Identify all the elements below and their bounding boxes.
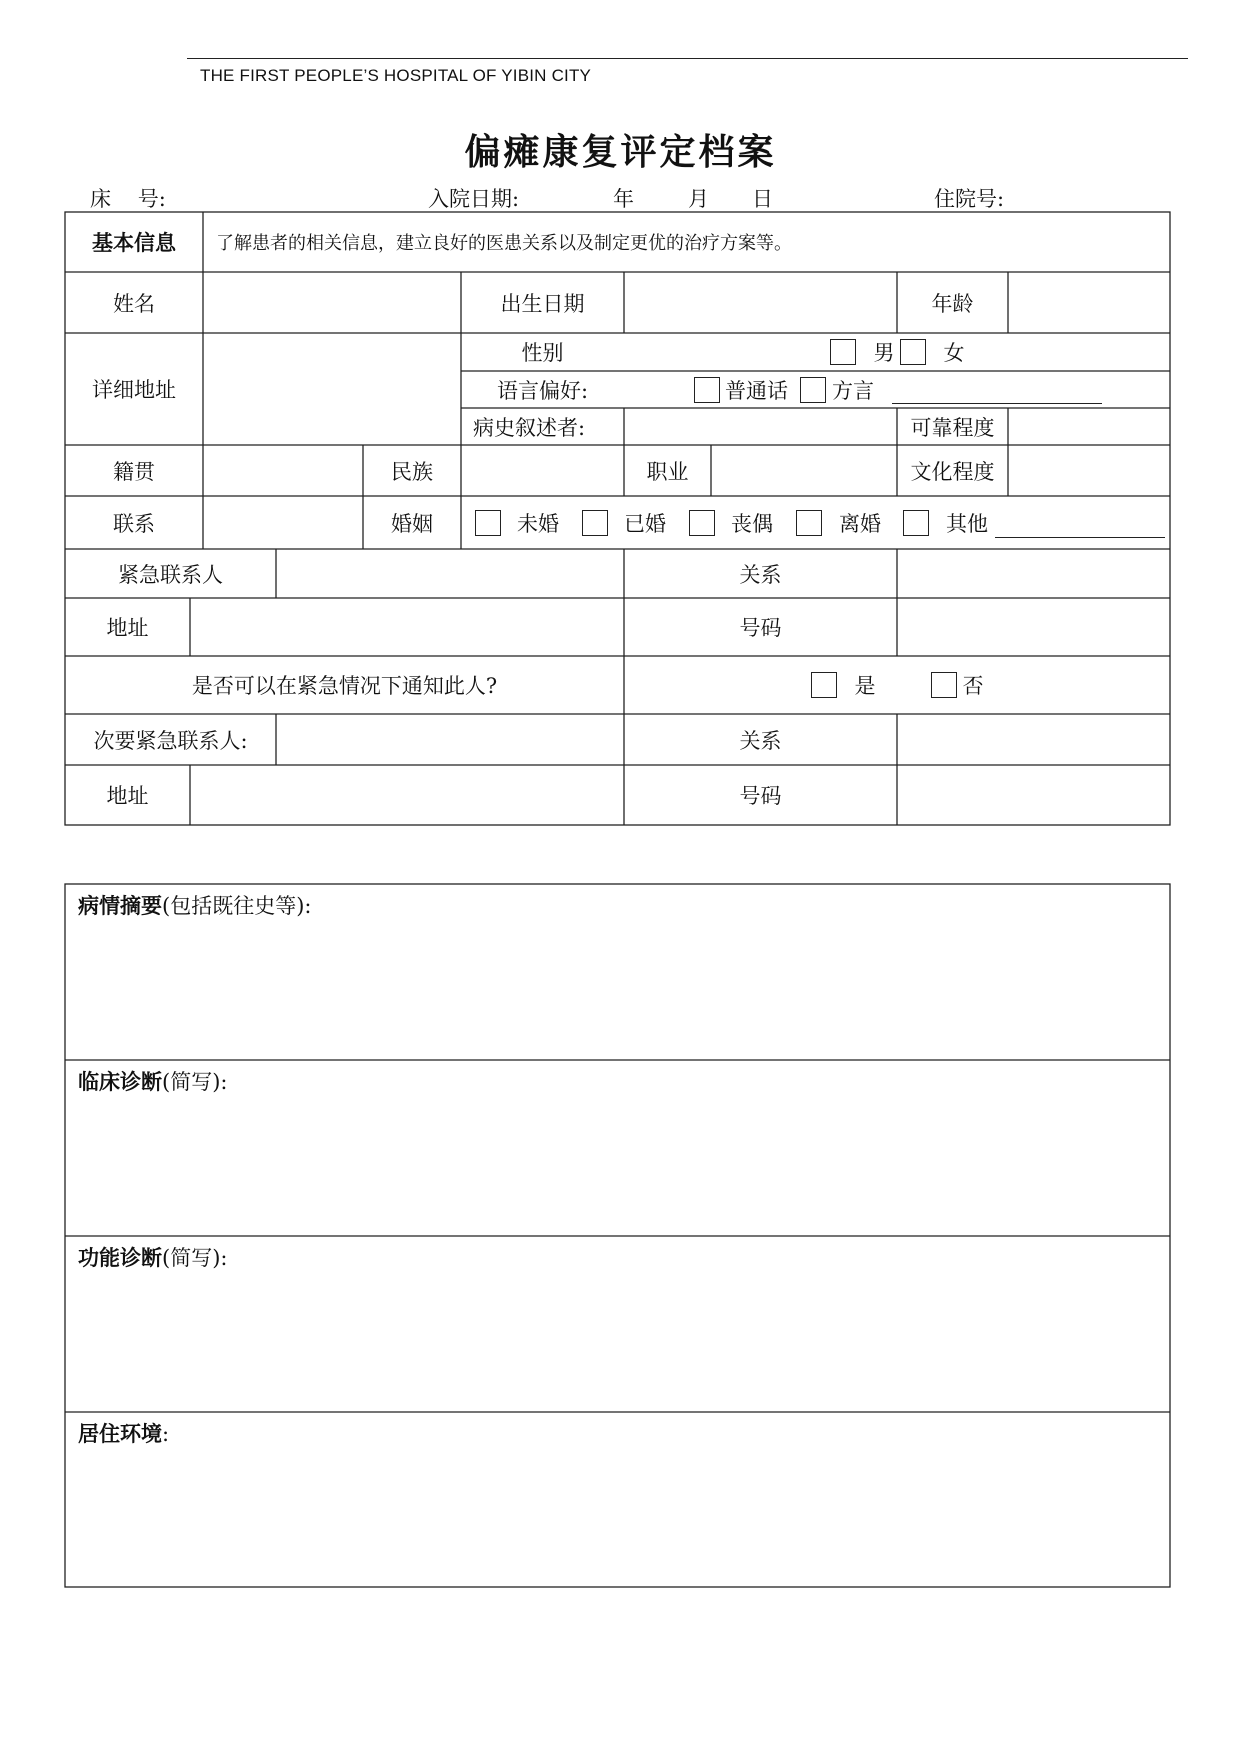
clinical-diagnosis-note: (简写): [162,1070,228,1094]
year-label: 年 [613,187,634,211]
married-checkbox[interactable] [581,496,609,549]
notify-yes-label: 是 [854,674,876,698]
day-label: 日 [752,187,773,211]
language-label: 语言偏好: [496,378,589,403]
admission-date-label: 入院日期: [428,187,520,211]
secondary-contact-label: 次要紧急联系人: [93,728,248,753]
birth-date-field[interactable] [624,272,897,333]
month-label: 月 [688,187,709,211]
inpatient-number-label: 住院号: [934,187,1005,211]
reliability-label: 可靠程度 [910,415,995,440]
dialect-checkbox[interactable] [799,371,827,408]
dialect-blank[interactable] [892,371,1104,408]
male-checkbox[interactable] [829,333,857,371]
marriage-label: 婚姻 [391,511,433,536]
notify-yes-checkbox[interactable] [810,656,838,714]
mandarin-label: 普通话 [725,378,788,403]
clinical-diagnosis-heading [78,1066,227,1096]
functional-diagnosis-title: 功能诊断 [78,1245,162,1270]
female-label: 女 [943,341,965,365]
secondary-address-label: 地址 [106,784,149,808]
divorced-label: 离婚 [839,511,881,536]
notify-question: 是否可以在紧急情况下通知此人? [191,674,498,698]
other-checkbox[interactable] [902,496,930,549]
clinical-diagnosis-area[interactable] [66,1098,1169,1234]
secondary-contact-field[interactable] [276,714,624,765]
clinical-diagnosis-title: 临床诊断 [78,1069,162,1094]
secondary-relation-label: 关系 [739,728,782,753]
mandarin-checkbox[interactable] [693,371,721,408]
other-label: 其他 [946,511,988,536]
living-environment-heading [78,1418,169,1448]
contact-field[interactable] [203,496,363,549]
age-field[interactable] [1008,272,1170,333]
functional-diagnosis-heading [78,1242,227,1272]
secondary-phone-label: 号码 [739,784,782,808]
divorced-checkbox[interactable] [795,496,823,549]
bed-number-label: 床 号: [90,187,166,211]
birth-date-label: 出生日期 [500,291,585,316]
other-blank[interactable] [995,496,1167,549]
education-field[interactable] [1008,445,1170,496]
phone-label: 号码 [739,616,782,640]
unmarried-checkbox[interactable] [474,496,502,549]
name-label: 姓名 [113,291,155,316]
occupation-label: 职业 [646,459,689,484]
male-label: 男 [873,341,895,365]
page-title: 偏瘫康复评定档案 [464,131,777,173]
female-checkbox[interactable] [899,333,927,371]
dialect-label: 方言 [832,378,874,403]
historian-label: 病史叙述者: [473,415,586,440]
functional-diagnosis-note: (简写): [162,1246,228,1270]
case-summary-title: 病情摘要 [78,893,162,918]
basic-info-label: 基本信息 [92,230,176,255]
emergency-address-field[interactable] [190,598,624,656]
historian-field[interactable] [624,408,897,445]
living-environment-area[interactable] [66,1450,1169,1586]
address-label: 详细地址 [92,378,176,402]
married-label: 已婚 [624,511,666,536]
emergency-contact-label: 紧急联系人 [118,562,223,587]
widowed-checkbox[interactable] [688,496,716,549]
secondary-phone-field[interactable] [897,765,1170,825]
living-environment-title: 居住环境 [78,1421,162,1446]
living-environment-note: : [162,1422,170,1446]
notify-no-checkbox[interactable] [930,656,958,714]
age-label: 年龄 [931,291,974,316]
emergency-contact-field[interactable] [276,549,624,598]
native-place-field[interactable] [203,445,363,496]
relation-label: 关系 [739,562,782,587]
hospital-name: THE FIRST PEOPLE’S HOSPITAL OF YIBIN CITY [200,66,592,85]
functional-diagnosis-area[interactable] [66,1274,1169,1410]
secondary-relation-field[interactable] [897,714,1170,765]
ethnicity-field[interactable] [461,445,624,496]
case-summary-heading [78,890,311,920]
education-label: 文化程度 [910,459,995,484]
address-field[interactable] [203,333,461,445]
ethnicity-label: 民族 [391,459,433,484]
unmarried-label: 未婚 [517,511,559,536]
emergency-address-label: 地址 [106,616,149,640]
gender-label: 性别 [521,341,564,365]
case-summary-note: (包括既往史等): [162,894,312,918]
name-field[interactable] [203,272,461,333]
case-summary-area[interactable] [66,922,1169,1058]
contact-label: 联系 [113,511,155,536]
occupation-field[interactable] [711,445,897,496]
phone-field[interactable] [897,598,1170,656]
relation-field[interactable] [897,549,1170,598]
native-place-label: 籍贯 [113,459,155,484]
reliability-field[interactable] [1008,408,1170,445]
widowed-label: 丧偶 [731,511,773,536]
secondary-address-field[interactable] [190,765,624,825]
notify-no-label: 否 [962,674,984,698]
basic-info-description: 了解患者的相关信息，建立良好的医患关系以及制定更优的治疗方案等。 [216,233,792,254]
